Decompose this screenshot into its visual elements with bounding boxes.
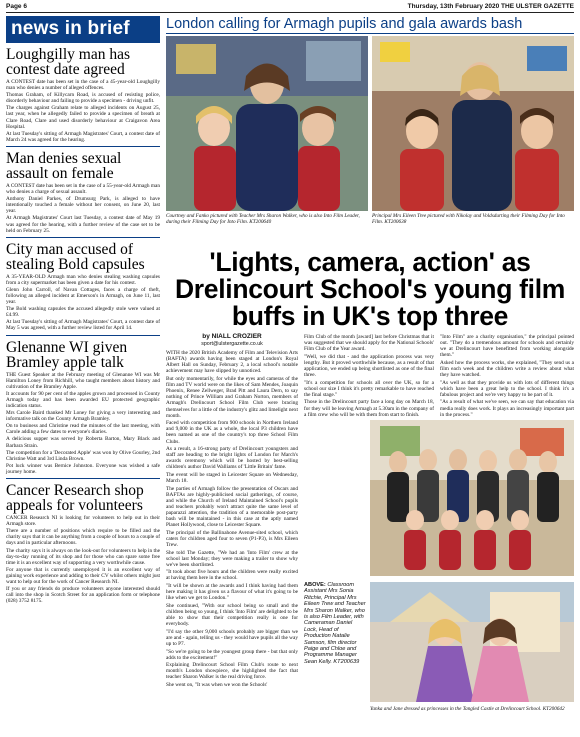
brief-story-paragraph: The charity says it is always on the look-out for volunteers to help in the day-to-day running of its shop and for those who can spare some free time it is an excellent way of supporting a very worthwhile cause.	[6, 547, 160, 566]
brief-story-paragraph: There are a number of positions which require to be filled and the charity says that it can be anything from a couple of hours to a couple of days and in particular afternoons.	[6, 528, 160, 547]
page-number: Page 6	[6, 3, 27, 10]
article-paragraph: "It's a competition for schools all over the UK, so for a school our size I think it's pretty remarkable to have reached the final stage."	[304, 379, 434, 398]
group-photo-caption-lead: ABOVE:	[304, 582, 326, 588]
brief-story	[6, 483, 160, 604]
photo-caption-1: Courtney and Fanko pictured with Teacher Mrs Sharon Walker, who is also Into Film Leader, during their Filming Day for Into Film. KT200640	[166, 213, 360, 225]
brief-story-paragraph: A CONTEST date has been set in the case of a 45-year-old Loughgilly man who denies a number of alleged offences.	[6, 79, 160, 92]
brief-story-paragraph: At Armagh Magistrates' Court last Tuesday, a contest date of May 19 was agreed for the hearing, with a further review of the case set to be held on February 25.	[6, 215, 160, 234]
article-paragraph: Asked how the process works, she explained, "They send us a film each week and the children write a review about what they have watched.	[440, 359, 574, 379]
photo-principal-with-pupils	[372, 36, 574, 211]
page-masthead	[6, 3, 574, 13]
brief-story-paragraph: On to business and Christine read the minutes of the last meeting, with Carole adding a few dates to everyone's diaries.	[6, 423, 160, 436]
article-paragraph: "It took about five hours and the children were really excited at having them here in the school.	[166, 569, 298, 582]
article-paragraph: "I'd say the other 9,000 schools probably are bigger than we are and - again, telling us - they would have pupils all the way up to P7.	[166, 628, 298, 647]
article-col2-text	[304, 334, 434, 418]
photo-caption-4: Yanka and Jane dressed as princesses in the Tangled Castle at Drelincourt School. KT200642	[370, 706, 565, 712]
brief-story	[6, 151, 160, 238]
article-col1-text	[166, 350, 298, 688]
article-column-1	[166, 334, 298, 728]
story-divider	[6, 237, 160, 238]
byline: by NIALL CROZIER	[202, 333, 262, 340]
article-paragraph: Film Club of the month [award] last before Christmas that it was suggested that we should apply for the National Schools' Film Club of the Year award.	[304, 334, 434, 353]
brief-story-paragraph: Anthony Daniel Parkes, of Drumsurg Park, is alleged to have intentionally touched a female without her consent, on June 20, last year.	[6, 196, 160, 215]
brief-story	[6, 242, 160, 336]
byline-email: sport@ulstergazette.co.uk	[201, 341, 263, 348]
brief-story-paragraph: The charges against Graham relate to alleged incidents on August 25, last year, when he allegedly failed to provide a specimen of breath at Clare Road, Clare and used disorderly behaviour at Craigavon Area Hospital.	[6, 105, 160, 130]
brief-story-headline: Cancer Research shop appeals for volunteers	[6, 482, 144, 515]
article-paragraph: "Into Film" are a charity organisation," the principal pointed out. "They do a tremendous amount for schools and certainly we at Drelincourt have benefitted from working alongside them."	[440, 334, 574, 359]
feature-section	[166, 16, 574, 731]
news-in-brief-stories	[6, 47, 160, 604]
brief-story-paragraph: At last Tuesday's sitting of Armagh Magistrates' Court, a contest date of March 24 was agreed for the hearing.	[6, 130, 160, 143]
brief-story-paragraph: The competition for a 'Decorated Apple' was won by Olive Gourley, 2nd Christine Watt and 3rd Linda Brown.	[6, 449, 160, 462]
photo-caption-2: Principal Mrs Eileen Tree pictured with Nikolay and Voldsdurting their Filming Day for Into Film. KT200638	[372, 213, 565, 225]
feature-headline: 'Lights, camera, action' as Drelincourt School's young film buffs in UK's top three	[174, 247, 566, 331]
article-col3-text	[440, 334, 574, 418]
article-paragraph: The event will be staged in Leicester Square on Wednesday, March 18.	[166, 471, 298, 485]
brief-story-headline: Loughgilly man has contest date agreed	[6, 46, 130, 78]
brief-story	[6, 340, 160, 480]
brief-story-paragraph: If you or any friends do produce volunteers anyone interested should call into the shop in Scotch Street for an application form or telephone (028) 3752 8175.	[6, 586, 160, 605]
brief-story-paragraph: Mrs Carole Baird thanked Mr Loney for giving a very interesting and informative talk on the County Armagh Bramley.	[6, 410, 160, 423]
brief-story-paragraph: Pot luck winner was Bernice Johnston. Everyone was wished a safe journey home.	[6, 462, 160, 475]
brief-story-paragraph: Thomas Graham, of Killycarn Road, is accused of resisting police, disorderly behaviour and failing to provide a specimen - driving unfit.	[6, 92, 160, 105]
brief-story-paragraph: CANCER Research NI is looking for volunteers to help out in their Armagh store.	[6, 515, 160, 528]
brief-story-paragraph: THE Guest Speaker at the February meeting of Glenanne WI was Mr Hamilton Loney from Richhill, who taught members about history and cultivation of the Bramley Apple.	[6, 371, 160, 390]
article-paragraph: "It will be shown at the awards and I think having had them here making it has given us a flavour of what it's going to be like when we get to London."	[166, 583, 298, 602]
brief-story-paragraph: It accounts for 90 per cent of the apples grown and processed in County Armagh today and has been awarded EU protected geographic indication status.	[6, 390, 160, 409]
feature-topline: London calling for Armagh pupils and gala awards bash	[166, 16, 574, 34]
article-paragraph: Explaining Drelincourt School Film Club's route to next month's London showpiece, she highlighted the fact that teacher Sharon Walker is the real driving force.	[166, 662, 298, 681]
brief-story-headline: Man denies sexual assault on female	[6, 149, 122, 182]
article-paragraph: "Well, we did that - and the application process was very lengthy. But it proved worthwhile because, as a result of that application, we ended up being shortlisted as one of the final three.	[304, 353, 434, 379]
group-photo-caption-text: Classroom Assistant Mrs Sonia Ritchie, Principal Mrs Eileen Trew and Teacher Mrs Sharon Walker, who is also Film Leader, with Cameraman Daniel Lock, Head of Production Natalie Samson, film director Paige and Chloe and Programme Manager Sean Kelly. KT200639	[304, 582, 366, 665]
brief-story-headline: City man accused of stealing Bold capsules	[6, 240, 145, 273]
brief-story-paragraph: A CONTEST date has been set in the case of a 55-year-old Armagh man who denies a charge of sexual assault.	[6, 182, 160, 196]
article-paragraph: Those in the Drelincourt party face a long day on March 18, for they will be leaving Armagh at 5.30am in the company of a film crew who will be with them from start to finish.	[304, 399, 434, 418]
brief-story-paragraph: A delicious supper was served by Roberta Barton, Mary Black and Barbara Strain.	[6, 436, 160, 449]
group-photo-caption	[304, 582, 366, 665]
article-paragraph: "So we're going to be the youngest group there - but that only adds to the excitement!"	[166, 648, 298, 661]
brief-story-headline: Glenanne WI given Bramley apple talk	[6, 338, 128, 371]
news-in-brief-column	[6, 16, 160, 731]
photo-film-crew-group	[370, 420, 574, 576]
brief-story-paragraph: For anyone that is currently unemployed it is an excellent way of gaining work experience and adding to their CV whilst others might just want to help out for the work of Cancer Research NI.	[6, 566, 160, 585]
article-paragraph: The parties of Armagh follow the presentation of Oscars and BAFTAs are highly-publicised social gatherings, of course, and while the Church of Ireland Maintained School's pupils and teachers probably won't attract quite the same level of paparazzi attention, the tradition of a memorable post-party bash will be maintained - in this case at the aptly named Planet Hollywood, close to Leicester Square.	[166, 485, 298, 529]
article-paragraph: WITH the 2020 British Academy of Film and Television Arts (BAFTA) awards having been staged at London's Royal Albert Hall on Sunday, February 2, a local school's notable achievement may have slipped by unnoticed.	[166, 350, 298, 375]
article-paragraph: She went on, "It was when we won the Schools'	[166, 681, 268, 688]
brief-story-paragraph: The Bold washing capsules the accused allegedly stole were valued at £4.99.	[6, 306, 160, 319]
article-column-2	[304, 334, 434, 418]
article-paragraph: As a result, a 16-strong party of Drelincourt youngsters and staff are heading to the bright lights of London for March's awards ceremony which will be hosted by best-selling children's author David Walliams of 'Little Britain' fame.	[166, 446, 298, 471]
story-divider	[6, 478, 160, 479]
article-paragraph: "As well as that they provide us with lots of different things which have been a great help to the school. I think it's a fabulous project and we're very happy to be part of it.	[440, 379, 574, 398]
story-divider	[6, 146, 160, 147]
brief-story	[6, 47, 160, 147]
brief-story-paragraph: Glenn John Carroll, of Navan Cottages, faces a charge of theft, following an alleged incident at Emerson's in Armagh, on June 11, last year.	[6, 286, 160, 306]
article-column-3	[440, 334, 574, 418]
brief-story-paragraph: A 35-YEAR-OLD Armagh man who denies stealing washing capsules from a city supermarket has been given a date for his contest.	[6, 273, 160, 286]
article-paragraph: "As a result of what we've seen, we can say that education via media really does work. It plays an increasingly important part in the process."	[440, 399, 574, 418]
photo-teacher-with-pupils	[166, 36, 368, 211]
article-paragraph: She told The Gazette, "We had an 'Into Film' crew at the school last Monday; they were making a trailer to show why we've been shortlisted.	[166, 549, 298, 568]
story-divider	[6, 335, 160, 336]
article-paragraph: Faced with competition from 900 schools in Northern Ireland and 9,000 in the UK as a whole, the local P3 children have been named as one of the country's top three School Film Clubs.	[166, 420, 298, 445]
article-paragraph: She continued, "With our school being so small and the children being so young, I think 'Into Film' are delighted to be able to show that their competition really is one for everybody.	[166, 602, 298, 628]
article-paragraph: But only momentarily, for while the eyes and cameras of the film and TV world were on the likes of Sam Mendes, Joaquin Phoenix, Renee Zellweger, Brad Pitt and Laura Dern, to say nothing of Prince William and Graham Norton, members of Armagh's Drelincourt School Film Club were bracing themselves for a little of the industry's glitz and limelight next month.	[166, 376, 298, 419]
photo-princesses	[370, 582, 574, 702]
brief-story-paragraph: At last Tuesday's sitting of Armagh Magistrates' Court, a contest date of May 5 was agreed, with a further review listed for April 14.	[6, 319, 160, 332]
article-paragraph: The principal of the Ballinahone Avenue-sited school, which caters for children aged four to seven (P1-P3), is Mrs Eileen Trew.	[166, 529, 298, 548]
news-in-brief-title: news in brief	[6, 16, 160, 43]
dateline: Thursday, 13th February 2020 THE ULSTER GAZETTE	[407, 3, 574, 10]
